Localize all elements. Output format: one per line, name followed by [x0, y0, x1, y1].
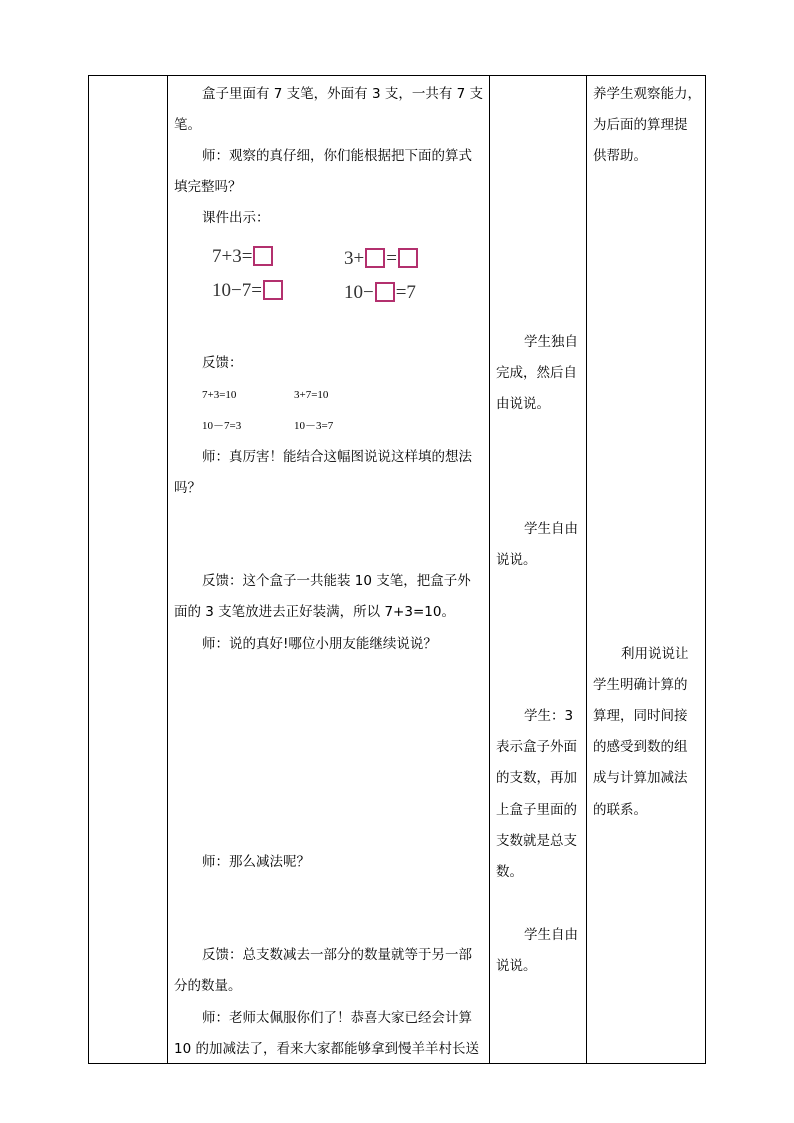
courseware-label: 课件出示：: [202, 210, 270, 226]
answer-box: [253, 246, 273, 266]
equation: [344, 280, 416, 306]
content-text: 师：真厉害！能结合这幅图说说这样填的想法: [202, 449, 472, 465]
student-text: 的支数，再加: [496, 770, 577, 786]
student-cell: [490, 76, 586, 1063]
equation-text: 7+3=: [212, 246, 253, 267]
equation: [344, 246, 419, 272]
lesson-table: [88, 75, 706, 1064]
equation-text: 3+: [344, 248, 365, 269]
student-text: 学生自由: [524, 521, 578, 537]
student-text: 学生独自: [524, 334, 578, 350]
intent-text: 算理，同时间接: [593, 708, 688, 724]
equation-text: =7: [395, 282, 416, 303]
content-text: 师：老师太佩服你们了！恭喜大家已经会计算: [202, 1010, 472, 1026]
student-text: 数。: [496, 864, 523, 880]
equation-text: 10−7=: [212, 280, 262, 301]
student-text: 上盒子里面的: [496, 802, 577, 818]
answer-box: [375, 282, 395, 302]
intent-text: 成与计算加减法: [593, 770, 688, 786]
content-text: 师：说的真好!哪位小朋友能继续说说？: [202, 636, 437, 652]
intent-text: 的联系。: [593, 802, 647, 818]
intent-text: 学生明确计算的: [593, 677, 688, 693]
student-text: 学生自由: [524, 927, 578, 943]
student-text: 说说。: [496, 958, 537, 974]
student-text: 完成，然后自: [496, 365, 577, 381]
content-text: 笔。: [174, 117, 201, 133]
answer-box: [263, 280, 283, 300]
stage-cell: [89, 76, 167, 1063]
content-text: 反馈：总支数减去一部分的数量就等于另一部: [202, 947, 472, 963]
intent-text: 养学生观察能力，: [593, 86, 701, 102]
content-cell: [168, 76, 489, 1063]
answer-box: [365, 248, 385, 268]
intent-text: 的感受到数的组: [593, 739, 688, 755]
student-text: 学生：3: [524, 708, 574, 724]
student-text: 表示盒子外面: [496, 739, 577, 755]
content-text: 反馈：这个盒子一共能装 10 支笔，把盒子外: [202, 573, 471, 589]
content-text: 10 的加减法了，看来大家都能够拿到慢羊羊村长送: [174, 1041, 479, 1057]
content-text: 面的 3 支笔放进去正好装满，所以 7+3=10。: [174, 604, 455, 620]
student-text: 支数就是总支: [496, 833, 577, 849]
answer-equation: 10－7=3: [202, 420, 242, 432]
equation: [212, 278, 284, 304]
intent-text: 为后面的算理提: [593, 117, 688, 133]
intent-text: 供帮助。: [593, 148, 647, 164]
answer-equation: 7+3=10: [202, 389, 237, 401]
content-text: 师：观察的真仔细，你们能根据把下面的算式: [202, 148, 472, 164]
intent-cell: [587, 76, 707, 1063]
equation: [212, 244, 274, 270]
equation-text: 10−: [344, 282, 374, 303]
answer-equation: 3+7=10: [294, 389, 329, 401]
student-text: 由说说。: [496, 396, 550, 412]
content-text: 师：那么减法呢？: [202, 854, 310, 870]
content-text: 分的数量。: [174, 978, 242, 994]
content-text: 填完整吗？: [174, 179, 242, 195]
answer-box: [398, 248, 418, 268]
content-text: 盒子里面有 7 支笔，外面有 3 支，一共有 7 支: [202, 86, 484, 102]
answer-equation: 10－3=7: [294, 420, 334, 432]
intent-text: 利用说说让: [621, 646, 689, 662]
student-text: 说说。: [496, 552, 537, 568]
feedback-label: 反馈：: [202, 355, 243, 371]
content-text: 吗？: [174, 480, 201, 496]
equation-text: =: [386, 248, 397, 269]
